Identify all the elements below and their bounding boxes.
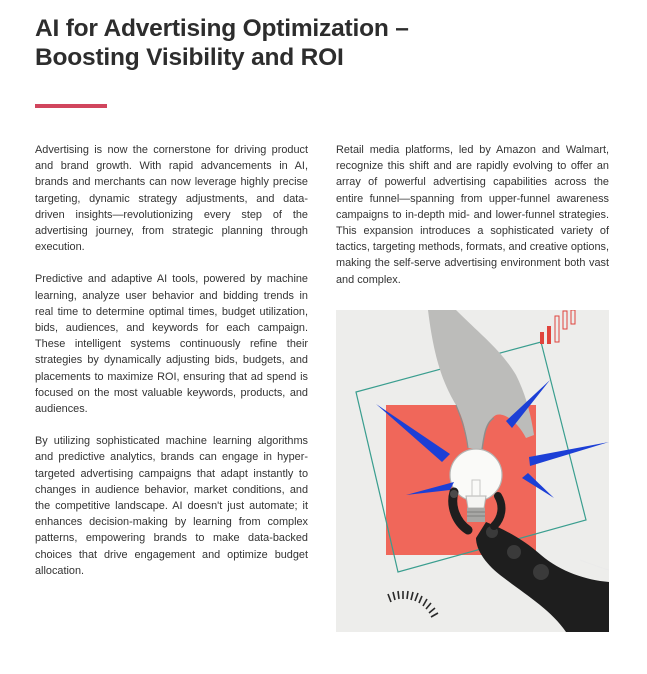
- paragraph: Retail media platforms, led by Amazon and Walmart, recognize this shift and are rapidly evolving to offer an array of powerful advertising capabilities across the entire funnel—spanning from upper-funnel awareness campaigns to in-depth mid- and lower-funnel strategies. This expansion introduces a sophisticated variety of tactics, targeting methods, formats, and creative options, making the self-serve advertising environment both vast and complex.: [336, 144, 610, 286]
- page-title: [35, 14, 625, 72]
- paragraph: Advertising is now the cornerstone for driving product and brand growth. With rapid advancements in AI, brands and merchants can now leverage highly precise targeting, dynamic strategy adjustments, and data-driven insights—revolutionizing every step of the advertising journey, from strategic planning through execution.: [35, 144, 308, 254]
- accent-rule: [35, 104, 107, 108]
- paragraph: By utilizing sophisticated machine learning algorithms and predictive analytics, brands can engage in hyper-targeted advertising campaigns that adapt instantly to changes in audience behavior, market conditions, and the competitive landscape. AI doesn't just automate; it enhances decision-making by learning from complex patterns, empowering brands to make data-backed choices that drive engagement and optimize budget allocation.: [35, 435, 308, 577]
- right-column: [336, 142, 609, 304]
- left-column: [35, 142, 308, 595]
- title-line-2: Boosting Visibility and ROI: [35, 44, 344, 71]
- title-line-1: AI for Advertising Optimization –: [35, 15, 409, 42]
- hero-illustration: [336, 310, 609, 632]
- illustration-svg: [336, 310, 609, 632]
- paragraph: Predictive and adaptive AI tools, powered by machine learning, analyze user behavior and bidding trends in real time to determine optimal times, budget utilization, bids, audiences, and keywords for each campaign. These intelligent systems continuously refine their strategies by dynamically adjusting bids, budgets, and placements to maximize ROI, ensuring that ad spend is focused on the most valuable keywords, products, and audiences.: [35, 273, 308, 416]
